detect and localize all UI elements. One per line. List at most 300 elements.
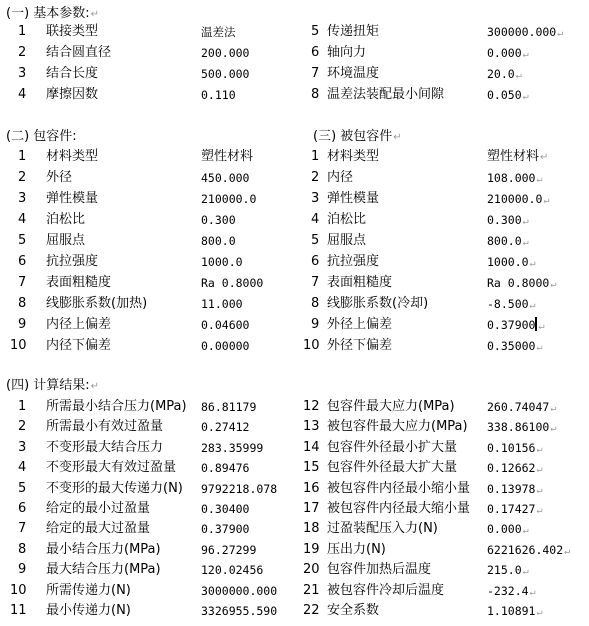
- result-left-value-text: 3326955.590: [201, 604, 278, 618]
- basic-row: [0, 43, 589, 63]
- result-left-label-text: 所需最小结合压力(MPa): [46, 399, 187, 414]
- basic-right-label-text: 环境温度: [327, 66, 380, 81]
- result-right-value: [487, 417, 556, 439]
- result-left-index: [18, 560, 26, 580]
- result-right-index-text: 17: [303, 501, 320, 516]
- container-right-index-text: 8: [311, 296, 320, 311]
- paragraph-mark-icon: ↵: [550, 403, 557, 414]
- result-row: [0, 540, 589, 560]
- container-left-label: [46, 252, 98, 272]
- basic-right-index: [311, 22, 319, 42]
- container-left-label: [46, 147, 98, 167]
- result-left-label: [46, 519, 150, 539]
- result-right-value-text: 0.12662: [487, 461, 536, 476]
- container-left-label-text: 线膨胀系数(加热): [46, 296, 148, 311]
- container-right-value: [487, 189, 549, 211]
- basic-right-value: [487, 22, 563, 44]
- result-right-value-text: 6221626.402: [487, 542, 564, 557]
- container-left-value-text: 1000.0: [201, 255, 243, 269]
- result-right-label-text: 被包容件最大应力(MPa): [327, 419, 468, 435]
- basic-right-value-text: 0.050: [487, 88, 522, 102]
- result-right-label: [327, 560, 431, 580]
- container-right-index-text: 7: [311, 275, 320, 290]
- container-right-index: [311, 147, 319, 167]
- result-right-label: [327, 438, 457, 458]
- container-left-value-text: 0.04600: [201, 318, 250, 332]
- result-right-index-text: 14: [303, 439, 320, 455]
- result-right-label-text: 被包容件内径最小缩小量: [327, 480, 471, 496]
- container-left-index: [18, 273, 26, 293]
- section-heading-outer-text: (二) 包容件:: [6, 129, 77, 144]
- container-left-index-text: 9: [18, 317, 27, 332]
- container-left-value: [201, 252, 243, 272]
- basic-left-index-text: 3: [18, 66, 27, 81]
- result-right-label: [327, 581, 444, 601]
- result-right-index: [303, 479, 320, 499]
- container-left-label-text: 泊松比: [46, 212, 86, 227]
- result-left-index: [18, 397, 26, 417]
- result-left-label-text: 最小传递力(N): [46, 603, 131, 618]
- container-left-value: [201, 231, 236, 251]
- result-right-index-text: 16: [303, 480, 320, 496]
- result-left-index-text: 2: [18, 419, 27, 435]
- container-row: [0, 210, 589, 230]
- container-left-index: [10, 336, 27, 356]
- container-right-value-text: 0.35000: [487, 339, 536, 353]
- result-left-value: [201, 397, 256, 417]
- result-row: [0, 601, 589, 621]
- result-left-index-text: 9: [18, 562, 27, 578]
- basic-right-label: [327, 64, 379, 84]
- result-left-value-text: 96.27299: [201, 542, 257, 557]
- section-heading-results-text: (四) 计算结果:: [6, 378, 90, 393]
- container-left-label-text: 外径: [46, 170, 73, 185]
- result-right-index: [303, 560, 320, 580]
- result-left-value-text: 283.35999: [201, 440, 264, 455]
- result-left-label: [46, 499, 150, 519]
- container-left-index-text: 6: [18, 254, 27, 269]
- container-right-label-text: 屈服点: [327, 233, 367, 248]
- paragraph-mark-icon: ↵: [515, 70, 522, 81]
- basic-right-label: [327, 22, 379, 42]
- container-right-value-text: 1000.0: [487, 255, 529, 269]
- result-right-index-text: 15: [303, 460, 320, 476]
- container-right-value-text: 0.37900: [487, 318, 536, 332]
- container-right-index: [311, 252, 319, 272]
- result-right-index-text: 21: [303, 582, 320, 598]
- container-right-value: [487, 294, 536, 316]
- basic-left-value: [201, 85, 236, 105]
- container-left-label-text: 表面粗糙度: [46, 275, 112, 290]
- container-left-label: [46, 315, 111, 335]
- result-right-index: [303, 519, 320, 539]
- paragraph-mark-icon: ↵: [550, 279, 557, 290]
- container-right-index: [311, 210, 319, 230]
- result-left-index-text: 4: [18, 460, 27, 476]
- container-right-label: [327, 315, 392, 335]
- container-left-value: [201, 336, 249, 356]
- result-left-label: [46, 601, 131, 621]
- basic-right-value: [487, 43, 529, 65]
- container-left-value: [201, 210, 236, 230]
- paragraph-mark-icon: ↵: [536, 607, 543, 618]
- result-right-index-text: 20: [303, 562, 320, 578]
- result-right-label-text: 被包容件内径最大缩小量: [327, 501, 471, 516]
- result-right-label-text: 过盈装配压入力(N): [327, 521, 438, 537]
- container-left-value: [201, 168, 249, 188]
- container-left-label-text: 屈服点: [46, 233, 86, 248]
- container-right-index: [311, 315, 319, 335]
- container-left-index: [18, 294, 26, 314]
- basic-right-index: [311, 43, 319, 63]
- result-right-label: [327, 417, 468, 437]
- result-right-value-text: -232.4: [487, 583, 529, 598]
- result-left-index: [10, 601, 27, 621]
- result-left-value: [201, 479, 277, 499]
- paragraph-mark-icon: ↵: [536, 443, 543, 455]
- basic-left-value-text: 500.000: [201, 67, 250, 81]
- result-right-value-text: 0.13978: [487, 481, 536, 496]
- result-right-label-text: 安全系数: [327, 603, 380, 618]
- paragraph-mark-icon: ↵: [564, 545, 571, 557]
- paragraph-mark-icon: ↵: [522, 91, 529, 102]
- basic-right-value-text: 300000.000: [487, 25, 557, 39]
- container-left-index: [18, 315, 26, 335]
- container-right-index: [303, 336, 320, 356]
- container-right-label-text: 泊松比: [327, 212, 367, 227]
- container-row: [0, 168, 589, 188]
- result-right-value-text: 0.10156: [487, 440, 536, 455]
- result-left-index: [18, 417, 26, 437]
- container-right-index-text: 6: [311, 254, 320, 269]
- container-row: [0, 315, 589, 335]
- result-right-index: [303, 458, 320, 478]
- result-left-label-text: 最小结合压力(MPa): [46, 541, 161, 557]
- result-left-value-text: 120.02456: [201, 563, 264, 578]
- result-left-value-text: 3000000.000: [201, 583, 278, 598]
- paragraph-mark-icon: ↵: [522, 566, 529, 578]
- basic-left-label: [46, 43, 111, 63]
- section-heading-inner: [313, 127, 402, 148]
- result-right-index-text: 18: [303, 521, 320, 537]
- container-row: [0, 294, 589, 314]
- result-left-label: [46, 417, 163, 437]
- basic-left-value: [201, 43, 249, 63]
- result-left-index-text: 3: [18, 439, 27, 455]
- container-row: [0, 231, 589, 251]
- basic-left-label: [46, 85, 98, 105]
- container-right-value-text: 108.000: [487, 171, 536, 185]
- result-right-value-text: 0.000: [487, 522, 522, 537]
- result-left-index: [18, 540, 26, 560]
- basic-right-label: [327, 43, 366, 63]
- container-right-value: [487, 168, 543, 190]
- container-right-label: [327, 252, 379, 272]
- paragraph-mark-icon: ↵: [522, 216, 529, 227]
- result-left-label: [46, 397, 187, 417]
- container-right-index-text: 10: [303, 338, 320, 353]
- result-right-label: [327, 499, 470, 519]
- basic-left-index: [18, 85, 26, 105]
- container-left-label: [46, 231, 85, 251]
- container-left-index-text: 8: [18, 296, 27, 311]
- container-left-index-text: 4: [18, 212, 27, 227]
- result-left-label: [46, 479, 183, 499]
- result-left-value: [201, 519, 249, 539]
- container-left-value-text: 0.300: [201, 213, 236, 227]
- result-right-index: [303, 540, 320, 560]
- section-heading-results: [6, 376, 99, 397]
- container-row: [0, 252, 589, 272]
- basic-left-label-text: 结合圆直径: [46, 45, 112, 60]
- container-left-label-text: 材料类型: [46, 149, 99, 164]
- section-heading-basic-text: (一) 基本参数:: [6, 6, 90, 21]
- container-left-index: [18, 189, 26, 209]
- result-left-label-text: 不变形最大有效过盈量: [46, 460, 177, 476]
- container-left-value-text: 0.00000: [201, 339, 250, 353]
- result-left-index-text: 7: [18, 521, 27, 537]
- container-right-index: [311, 168, 319, 188]
- container-right-value: [487, 273, 556, 295]
- result-right-value: [487, 601, 543, 623]
- basic-right-index: [311, 64, 319, 84]
- container-right-index-text: 5: [311, 233, 320, 248]
- basic-left-index: [18, 22, 26, 42]
- container-right-label: [327, 273, 392, 293]
- result-left-index-text: 8: [18, 541, 27, 557]
- result-left-value-text: 0.30400: [201, 502, 250, 516]
- result-right-label: [327, 479, 470, 499]
- result-right-label: [327, 540, 386, 560]
- container-left-value-text: Ra 0.8000: [201, 276, 264, 290]
- basic-right-index-text: 6: [311, 45, 320, 60]
- result-right-label-text: 包容件加热后温度: [327, 562, 432, 578]
- basic-left-index-text: 2: [18, 45, 27, 60]
- result-left-index: [18, 479, 26, 499]
- result-right-label: [327, 519, 438, 539]
- container-right-label-text: 外径下偏差: [327, 338, 393, 353]
- container-right-label-text: 线膨胀系数(冷却): [327, 296, 429, 311]
- container-left-index: [18, 168, 26, 188]
- container-right-label: [327, 231, 366, 251]
- basic-left-value-text: 0.110: [201, 88, 236, 102]
- result-right-label-text: 包容件外径最小扩大量: [327, 439, 458, 455]
- paragraph-mark-icon: ↵: [557, 28, 564, 39]
- paragraph-mark-icon: ↵: [536, 484, 543, 496]
- result-left-label-text: 最大结合压力(MPa): [46, 562, 161, 578]
- container-left-value-text: 11.000: [201, 297, 243, 311]
- container-right-index: [311, 231, 319, 251]
- container-left-label: [46, 168, 72, 188]
- container-left-value: [201, 189, 256, 209]
- result-right-value: [487, 479, 543, 501]
- result-right-value: [487, 560, 529, 582]
- result-row: [0, 519, 589, 539]
- basic-row: [0, 64, 589, 84]
- paragraph-mark-icon: ↵: [90, 9, 100, 20]
- paragraph-mark-icon: ↵: [536, 174, 543, 185]
- result-left-label-text: 所需最小有效过盈量: [46, 419, 164, 435]
- result-right-value-text: 338.86100: [487, 420, 550, 435]
- basic-right-index: [311, 85, 319, 105]
- paragraph-mark-icon: ↵: [538, 321, 545, 332]
- container-row: [0, 147, 589, 167]
- container-right-value: [487, 147, 548, 168]
- basic-left-label: [46, 22, 98, 42]
- result-row: [0, 499, 589, 519]
- paragraph-mark-icon: ↵: [536, 342, 543, 353]
- result-row: [0, 438, 589, 458]
- container-right-label: [327, 336, 392, 356]
- container-right-label-text: 表面粗糙度: [327, 275, 393, 290]
- result-row: [0, 560, 589, 580]
- container-right-label: [327, 147, 379, 167]
- basic-left-label: [46, 64, 98, 84]
- container-right-index-text: 3: [311, 191, 320, 206]
- container-left-value-text: 450.000: [201, 171, 250, 185]
- basic-left-index-text: 4: [18, 87, 27, 102]
- result-right-value-text: 0.17427: [487, 502, 536, 516]
- container-right-index-text: 4: [311, 212, 320, 227]
- basic-left-label-text: 结合长度: [46, 66, 99, 81]
- basic-right-label-text: 轴向力: [327, 45, 367, 60]
- result-right-index: [303, 397, 320, 417]
- containers-heading: [0, 127, 589, 147]
- container-right-label-text: 外径上偏差: [327, 317, 393, 332]
- container-left-label-text: 内径上偏差: [46, 317, 112, 332]
- result-left-label-text: 给定的最大过盈量: [46, 521, 151, 537]
- container-row: [0, 336, 589, 356]
- paragraph-mark-icon: ↵: [529, 586, 536, 598]
- result-right-index: [303, 581, 320, 601]
- result-left-index-text: 10: [10, 582, 27, 598]
- container-left-label-text: 内径下偏差: [46, 338, 112, 353]
- container-right-value-text: 0.300: [487, 213, 522, 227]
- container-left-index: [18, 231, 26, 251]
- container-left-value-text: 210000.0: [201, 192, 257, 206]
- result-right-label: [327, 458, 457, 478]
- result-right-index-text: 12: [303, 399, 320, 414]
- basic-left-label-text: 摩擦因数: [46, 87, 99, 102]
- container-right-value: [487, 252, 536, 274]
- result-right-value: [487, 499, 543, 521]
- result-right-value: [487, 519, 529, 541]
- container-right-label: [327, 168, 353, 188]
- paragraph-mark-icon: ↵: [90, 381, 100, 392]
- result-right-index-text: 19: [303, 541, 320, 557]
- container-right-value-text: Ra 0.8000: [487, 276, 550, 290]
- result-left-value-text: 0.89476: [201, 461, 250, 476]
- result-row: [0, 417, 589, 437]
- basic-left-value-text: 温差法: [201, 25, 236, 39]
- paragraph-mark-icon: ↵: [540, 152, 549, 163]
- basic-right-index-text: 7: [311, 66, 320, 81]
- container-right-label-text: 弹性模量: [327, 191, 380, 206]
- result-left-value-text: 0.37900: [201, 522, 250, 537]
- container-left-index-text: 1: [18, 149, 27, 164]
- result-right-label-text: 包容件外径最大扩大量: [327, 460, 458, 476]
- basic-right-label: [327, 85, 444, 105]
- paragraph-mark-icon: ↵: [529, 258, 536, 269]
- container-right-index: [311, 273, 319, 293]
- container-left-value: [201, 273, 263, 293]
- basic-right-value-text: 0.000: [487, 46, 522, 60]
- result-left-value: [201, 601, 277, 621]
- container-right-label: [327, 189, 379, 209]
- result-left-label: [46, 581, 131, 601]
- result-left-value: [201, 458, 249, 478]
- basic-left-index-text: 1: [18, 24, 27, 39]
- container-row: [0, 189, 589, 209]
- result-left-index: [18, 499, 26, 519]
- result-row: [0, 458, 589, 478]
- container-left-label-text: 抗拉强度: [46, 254, 99, 269]
- result-left-label: [46, 540, 161, 560]
- result-right-value-text: 215.0: [487, 563, 522, 578]
- container-left-index: [18, 210, 26, 230]
- basic-right-label-text: 传递扭矩: [327, 24, 380, 39]
- paragraph-mark-icon: ↵: [543, 195, 550, 206]
- result-left-value: [201, 560, 263, 580]
- result-right-value-text: 260.74047: [487, 400, 550, 414]
- basic-right-value: [487, 85, 529, 107]
- basic-right-value-text: 20.0: [487, 67, 515, 81]
- result-right-label-text: 压出力(N): [327, 541, 386, 557]
- container-left-label: [46, 273, 111, 293]
- container-left-value-text: 塑性材料: [201, 149, 254, 164]
- container-right-value: [487, 336, 543, 358]
- container-left-label: [46, 294, 147, 314]
- paragraph-mark-icon: ↵: [522, 237, 529, 248]
- container-right-value-text: 800.0: [487, 234, 522, 248]
- result-left-index-text: 11: [10, 603, 27, 618]
- result-right-label-text: 包容件最大应力(MPa): [327, 399, 455, 414]
- container-right-label: [327, 294, 428, 314]
- result-row: [0, 479, 589, 499]
- basic-heading: [0, 4, 589, 24]
- basic-right-index-text: 5: [311, 24, 320, 39]
- container-left-value-text: 800.0: [201, 234, 236, 248]
- paragraph-mark-icon: ↵: [529, 300, 536, 311]
- paragraph-mark-icon: ↵: [536, 464, 543, 476]
- result-right-value: [487, 458, 543, 480]
- result-left-index: [18, 519, 26, 539]
- result-right-index: [303, 417, 320, 437]
- container-right-label-text: 抗拉强度: [327, 254, 380, 269]
- basic-left-value: [201, 64, 249, 84]
- result-left-value: [201, 438, 263, 458]
- result-right-value: [487, 540, 570, 562]
- result-left-index: [18, 438, 26, 458]
- result-left-label: [46, 458, 176, 478]
- container-right-index-text: 1: [311, 149, 320, 164]
- paragraph-mark-icon: ↵: [522, 525, 529, 537]
- container-right-value-text: 210000.0: [487, 192, 543, 206]
- container-right-index-text: 2: [311, 170, 320, 185]
- result-left-label-text: 不变形的最大传递力(N): [46, 480, 183, 496]
- result-left-index-text: 5: [18, 480, 27, 496]
- paragraph-mark-icon: ↵: [393, 132, 402, 143]
- result-row: [0, 581, 589, 601]
- container-right-index: [311, 294, 319, 314]
- basic-right-label-text: 温差法装配最小间隙: [327, 87, 445, 102]
- result-left-value: [201, 499, 249, 519]
- container-row: [0, 273, 589, 293]
- container-right-value: [487, 231, 529, 253]
- result-left-value: [201, 540, 256, 560]
- container-left-index-text: 7: [18, 275, 27, 290]
- container-right-label: [327, 210, 366, 230]
